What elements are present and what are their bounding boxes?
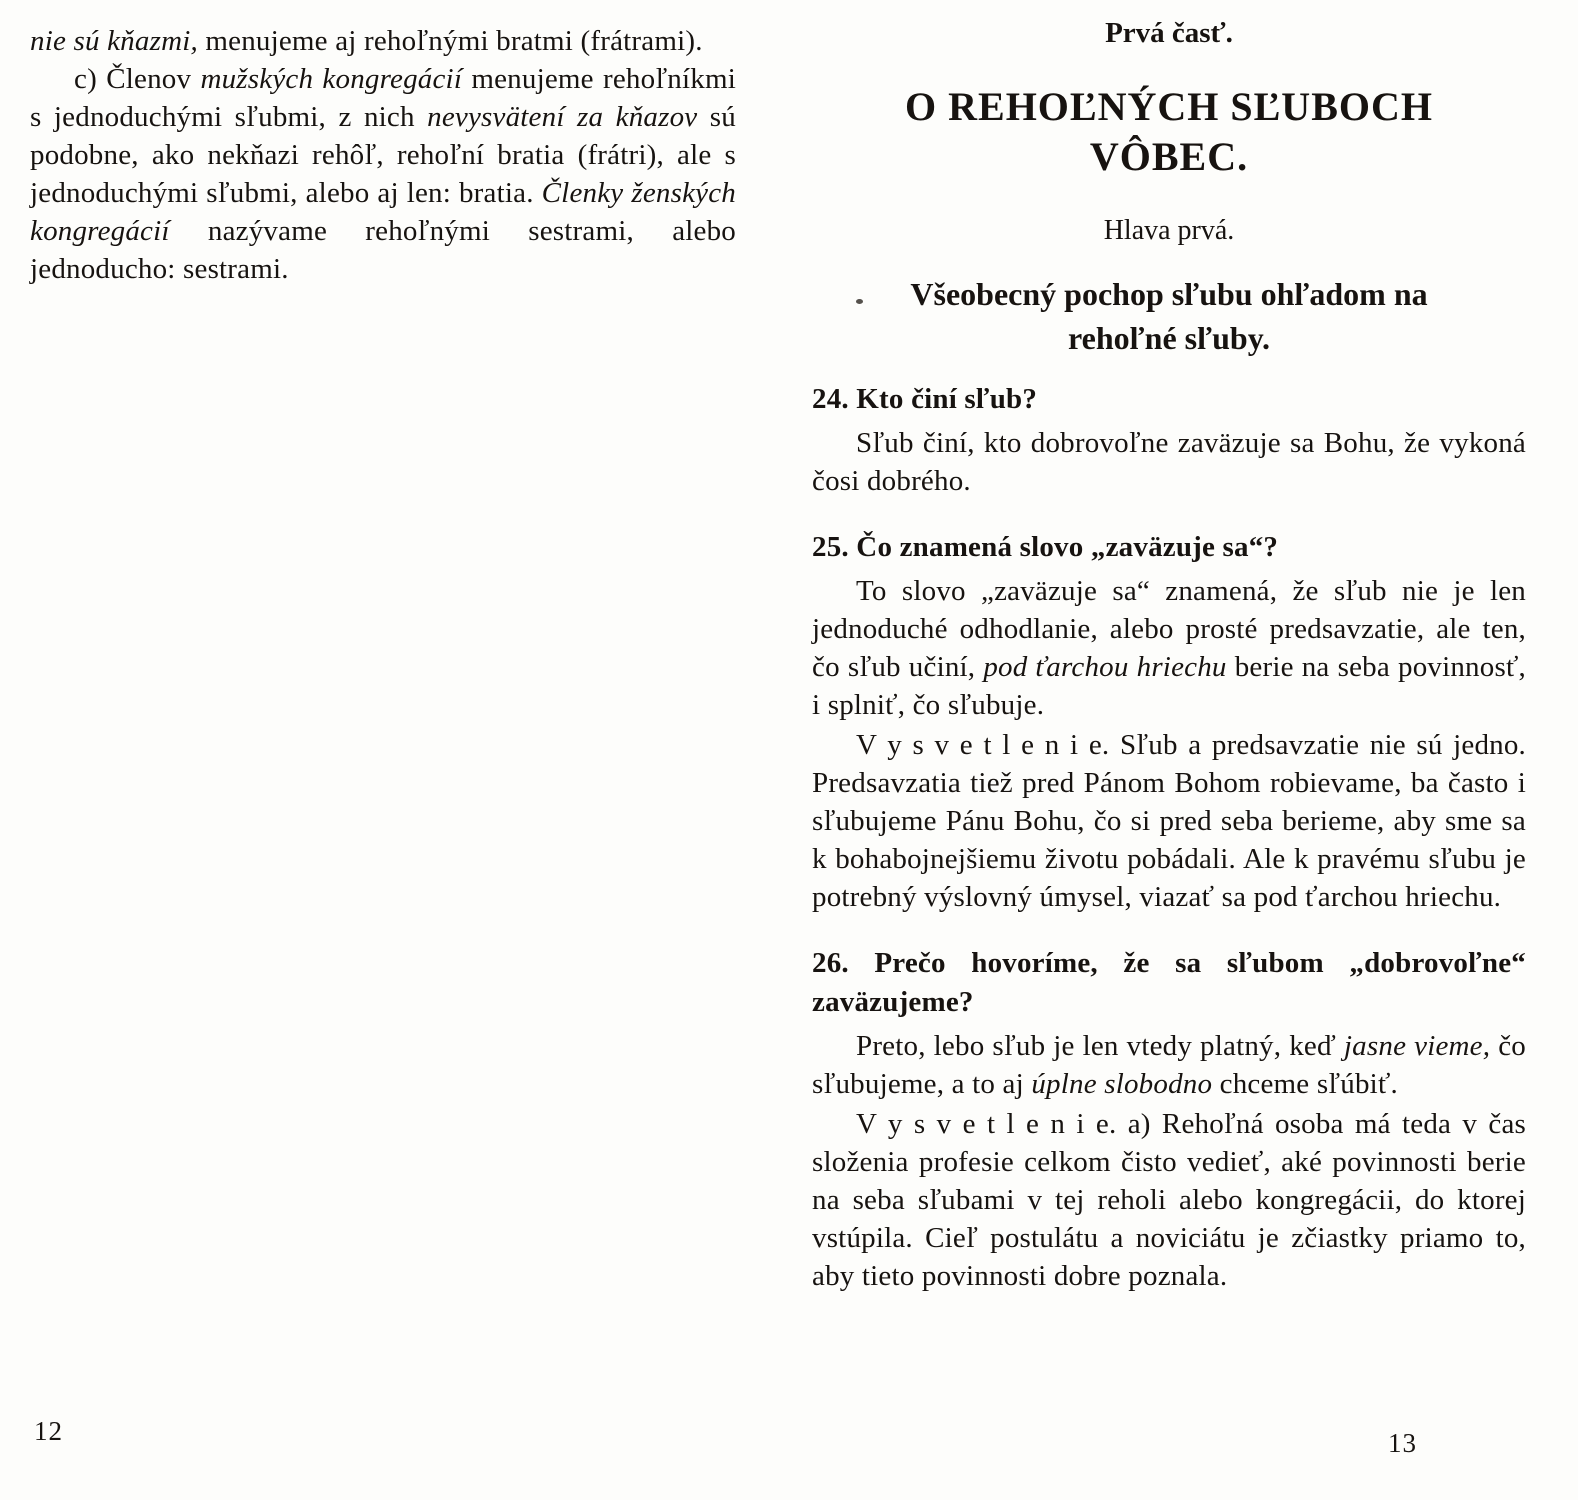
qa-section — [812, 528, 1526, 916]
question-heading: 24. Kto činí sľub? — [812, 383, 1038, 415]
text-segment: sú podobne, ako nekňazi rehôľ, rehoľní bratia (frátri), ale s jednoduchými sľubmi, alebo aj len: bratia. — [30, 101, 736, 209]
scan-artifact-dot — [856, 299, 863, 304]
text-segment: Členky ženských kongregácií — [30, 177, 736, 247]
section-subtitle: Všeobecný pochop sľubu ohľadom na rehoľné sľuby. — [910, 276, 1428, 356]
paragraph — [812, 1027, 1526, 1103]
text-segment: úplne slobodno — [1031, 1068, 1213, 1100]
left-page-text — [30, 22, 736, 288]
question-heading: 26. Prečo hovoríme, že sa sľubom „dobrovoľne“ zaväzujeme? — [812, 947, 1526, 1018]
text-segment: Preto, lebo sľub je len vtedy platný, keď — [856, 1030, 1344, 1062]
question-heading: 25. Čo znamená slovo „zaväzuje sa“? — [812, 531, 1279, 563]
text-segment: menujeme aj rehoľnými bratmi (frátrami). — [197, 25, 703, 57]
right-page-sections — [812, 380, 1526, 1295]
text-segment: menujeme rehoľníkmi s jednoduchými sľubmi, z nich — [30, 63, 736, 133]
text-segment: V y s v e t l e n i e. a) Rehoľná osoba má teda v čas složenia profesie celkom čisto vedieť, aké povinnosti berie na seba sľubami v tej reholi alebo kongregácii, do ktorej vstúpila. Cieľ postulátu a noviciátu je zčiastky priamo to, aby tieto povinnosti dobre poznala. — [812, 1108, 1526, 1292]
text-segment: pod ťarchou hriechu — [983, 651, 1227, 683]
text-segment: mužských kongregácií — [200, 63, 463, 95]
text-segment: nie sú kňazmi, — [30, 25, 198, 57]
text-segment: chceme sľúbiť. — [1212, 1068, 1398, 1100]
paragraph — [812, 1105, 1526, 1295]
page-number-left: 12 — [34, 1416, 63, 1446]
main-title: O REHOĽNÝCH SĽUBOCH VÔBEC. — [905, 84, 1433, 179]
page-left — [30, 22, 736, 288]
text-segment: jasne vieme, — [1343, 1030, 1491, 1062]
page-number-right: 13 — [1388, 1428, 1417, 1458]
page-right — [812, 16, 1526, 1297]
qa-section — [812, 380, 1526, 500]
text-segment: berie na seba povinnosť, i splniť, čo sľubuje. — [812, 651, 1526, 721]
paragraph — [812, 726, 1526, 916]
qa-section — [812, 944, 1526, 1295]
part-label: Prvá časť. — [1105, 17, 1233, 49]
text-segment: Sľub činí, kto dobrovoľne zaväzuje sa Bohu, že vykoná čosi dobrého. — [812, 427, 1526, 497]
text-segment: čo sľubujeme, a to aj — [812, 1030, 1526, 1100]
text-segment: V y s v e t l e n i e. Sľub a predsavzatie nie sú jedno. Predsavzatia tiež pred Pánom Bohom robievame, ba často i sľubujeme Pánu Bohu, čo si pred seba berieme, aby sme sa k bohabojnejšiemu životu pobádali. Ale k pravému sľubu je potrebný výslovný úmysel, viazať sa pod ťarchou hriechu. — [812, 729, 1526, 913]
text-segment: To slovo „zaväzuje sa“ znamená, že sľub nie je len jednoduché odhodlanie, alebo prosté predsavzatie, ale ten, čo sľub učiní, — [812, 575, 1526, 683]
text-segment: nevysvätení za kňazov — [427, 101, 698, 133]
chapter-label: Hlava prvá. — [1103, 215, 1235, 246]
text-segment: c) Členov — [74, 63, 201, 95]
paragraph — [812, 572, 1526, 724]
paragraph — [30, 60, 736, 288]
text-segment: nazývame rehoľnými sestrami, alebo jednoducho: sestrami. — [30, 215, 736, 285]
paragraph — [30, 22, 736, 60]
paragraph — [812, 424, 1526, 500]
